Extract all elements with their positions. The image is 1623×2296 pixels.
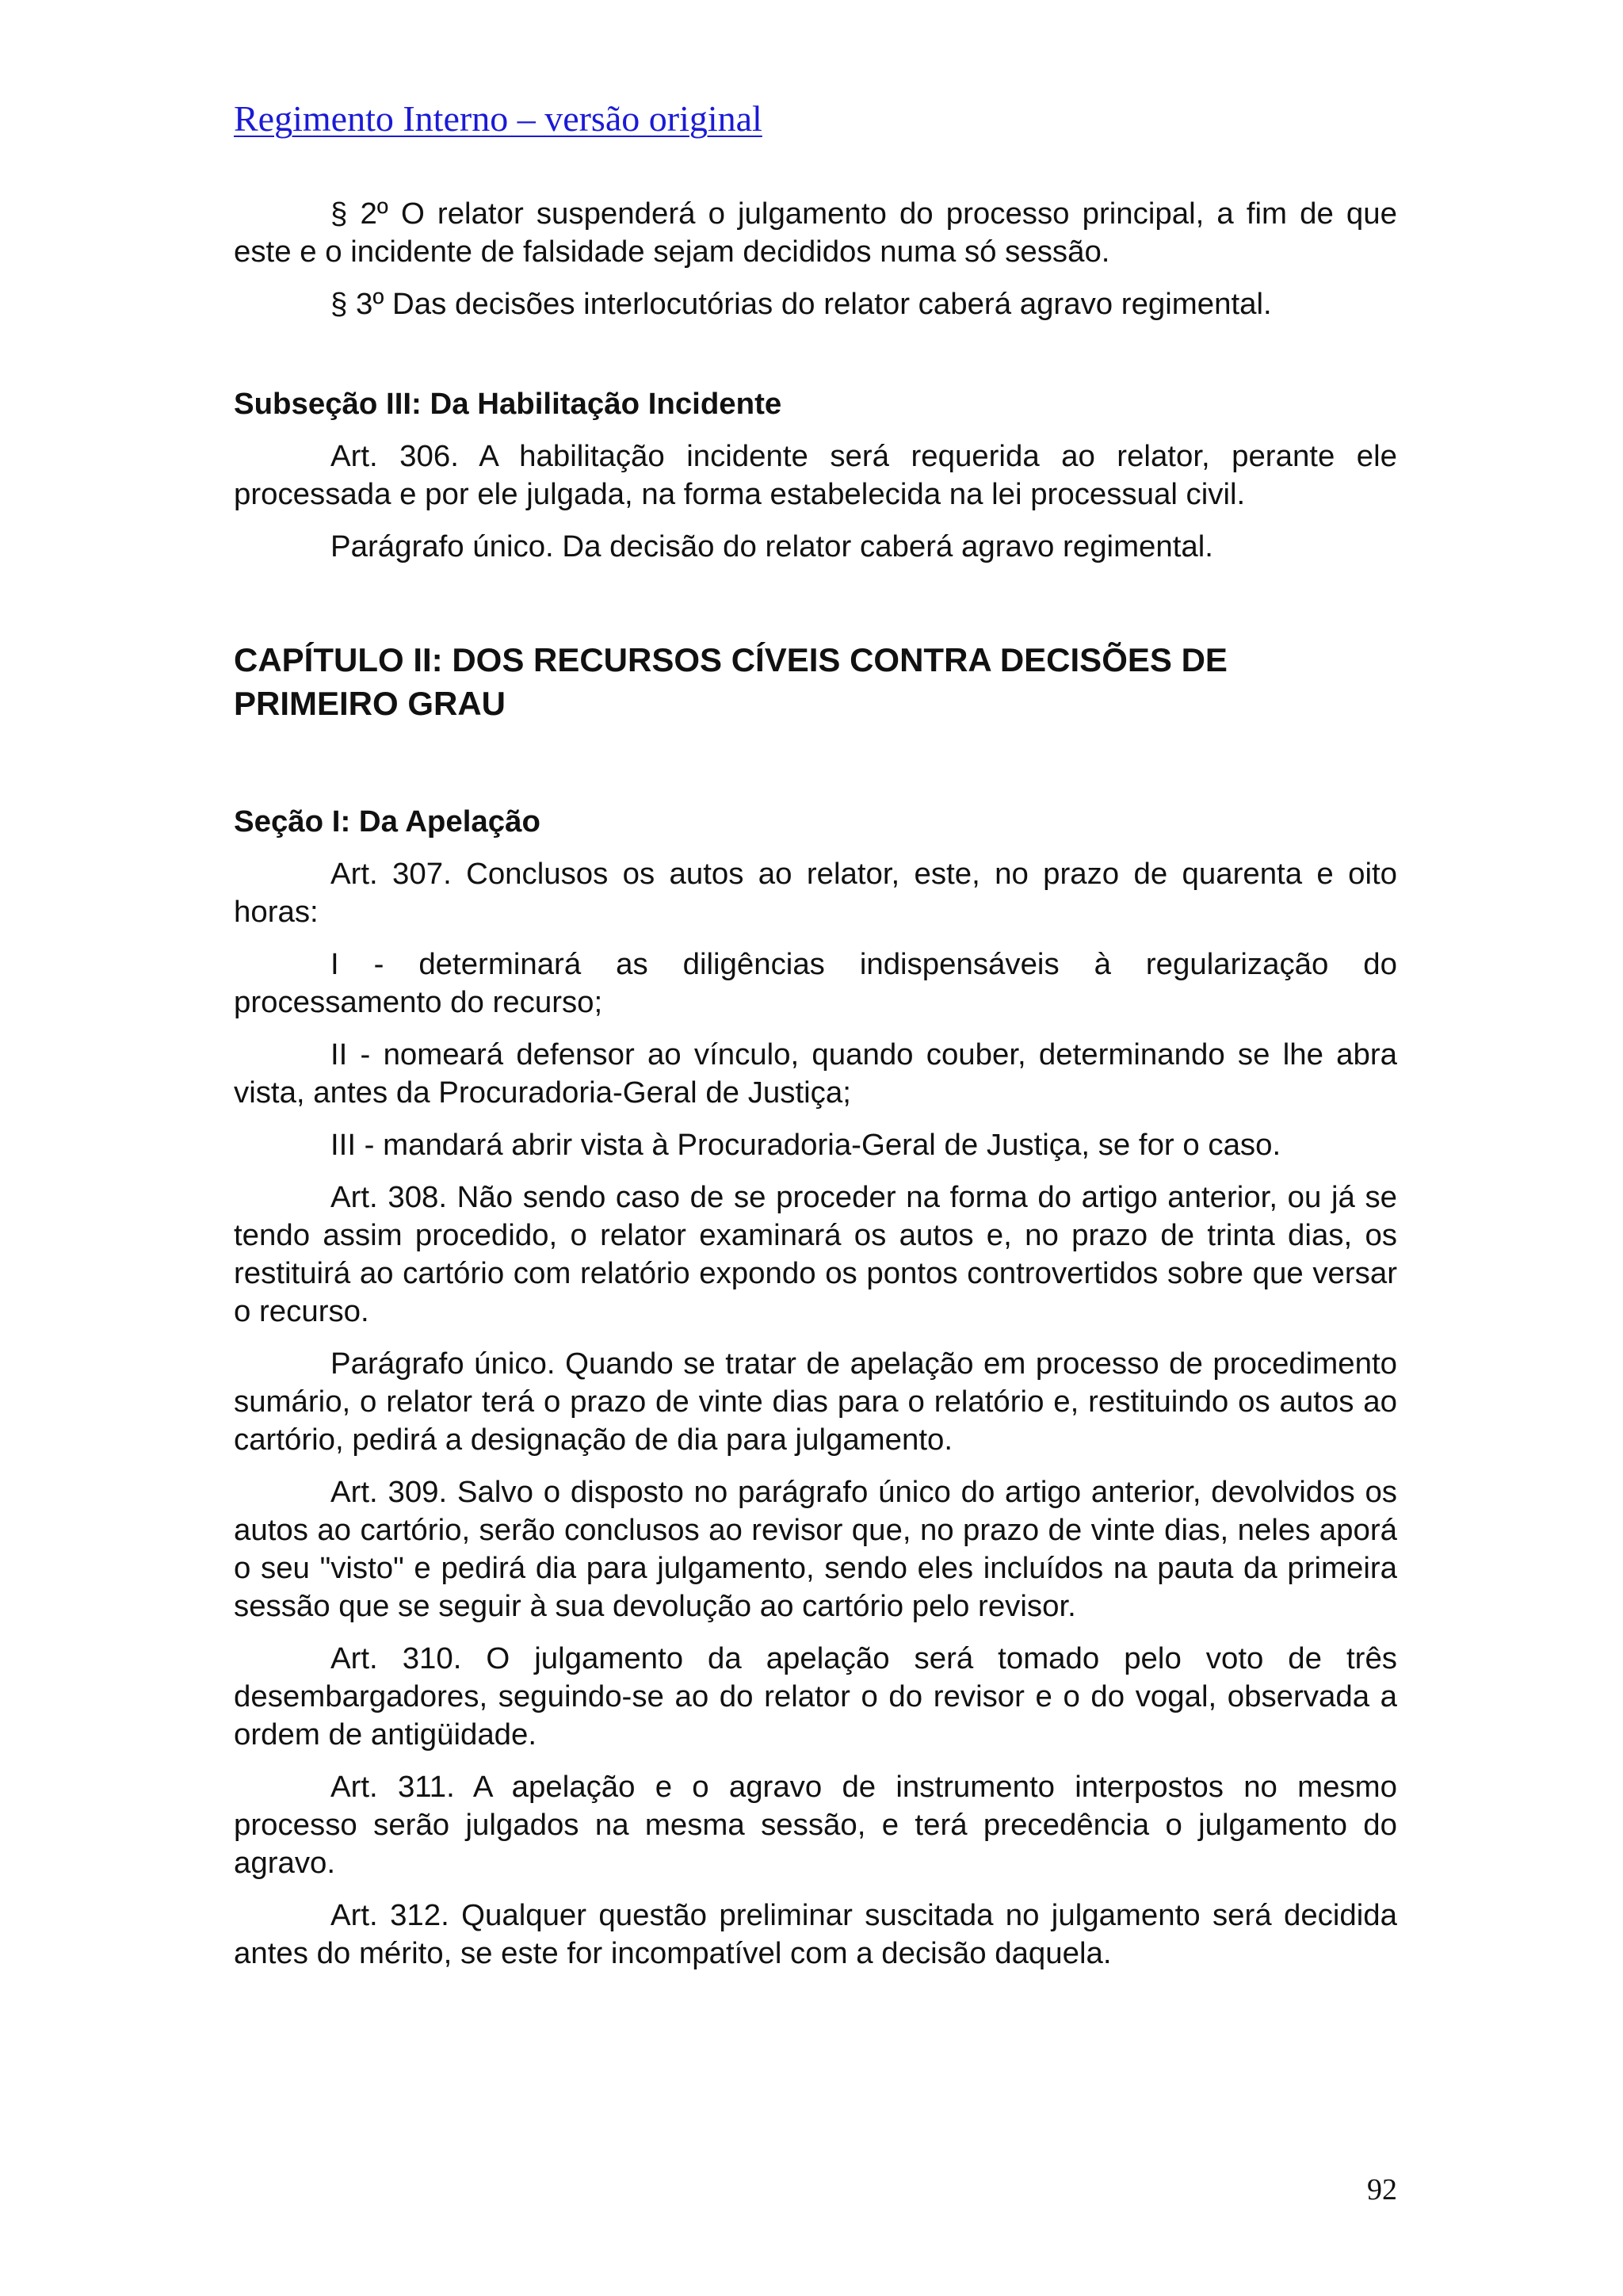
spacer [234, 338, 1397, 385]
spacer [234, 725, 1397, 803]
document-page [234, 0, 1397, 2296]
article-308-sole-paragraph: Parágrafo único. Quando se tratar de apelação em processo de procedimento sumário, o relator terá o prazo de vinte dias para o relatório e, restituindo os autos ao cartório, pedirá a designação de dia para julgamento. [234, 1347, 1397, 1457]
article-307-item-iii: III - mandará abrir vista à Procuradoria-Geral de Justiça, se for o caso. [330, 1128, 1281, 1162]
subsection-heading: Subseção III: Da Habilitação Incidente [234, 387, 782, 421]
article-311: Art. 311. A apelação e o agravo de instrumento interpostos no mesmo processo serão julgados na mesma sessão, e terá precedência o julgamento do agravo. [234, 1770, 1397, 1880]
page-number: 92 [1367, 2173, 1397, 2206]
paragraph-2: § 2º O relator suspenderá o julgamento do processo principal, a fim de que este e o incidente de falsidade sejam decididos numa só sessão. [234, 197, 1397, 269]
document-title-link[interactable]: Regimento Interno – versão original [234, 98, 762, 139]
article-306-sole-paragraph: Parágrafo único. Da decisão do relator caberá agravo regimental. [330, 529, 1213, 563]
article-309: Art. 309. Salvo o disposto no parágrafo único do artigo anterior, devolvidos os autos ao cartório, serão conclusos ao revisor que, no prazo de vinte dias, neles aporá o seu "visto" e pedirá dia para julgamento, sendo eles incluídos na pauta da primeira sessão que se seguir à sua devolução ao cartório pelo revisor. [234, 1475, 1397, 1623]
article-307-item-ii: II - nomeará defensor ao vínculo, quando couber, determinando se lhe abra vista, antes da Procuradoria-Geral de Justiça; [234, 1037, 1397, 1110]
article-312: Art. 312. Qualquer questão preliminar suscitada no julgamento será decidida antes do mérito, se este for incompatível com a decisão daquela. [234, 1898, 1397, 1970]
chapter-heading-line-1: CAPÍTULO II: DOS RECURSOS CÍVEIS CONTRA DECISÕES DE [234, 641, 1228, 678]
article-307-item-i: I - determinará as diligências indispensáveis à regularização do processamento do recurso; [234, 947, 1397, 1019]
article-310: Art. 310. O julgamento da apelação será tomado pelo voto de três desembargadores, seguindo-se ao do relator o do revisor e o do vogal, observada a ordem de antigüidade. [234, 1641, 1397, 1752]
article-308: Art. 308. Não sendo caso de se proceder na forma do artigo anterior, ou já se tendo assim procedido, o relator examinará os autos e, no prazo de trinta dias, os restituirá ao cartório com relatório expondo os pontos controvertidos sobre que versar o recurso. [234, 1180, 1397, 1328]
section-heading: Seção I: Da Apelação [234, 804, 540, 839]
article-307: Art. 307. Conclusos os autos ao relator, este, no prazo de quarenta e oito horas: [234, 857, 1397, 929]
paragraph-3: § 3º Das decisões interlocutórias do relator caberá agravo regimental. [330, 287, 1272, 321]
spacer [234, 580, 1397, 638]
document-body [234, 195, 1397, 1987]
chapter-heading [234, 638, 1397, 725]
article-306: Art. 306. A habilitação incidente será requerida ao relator, perante ele processada e por ele julgada, na forma estabelecida na lei processual civil. [234, 439, 1397, 511]
chapter-heading-line-2: PRIMEIRO GRAU [234, 685, 506, 722]
